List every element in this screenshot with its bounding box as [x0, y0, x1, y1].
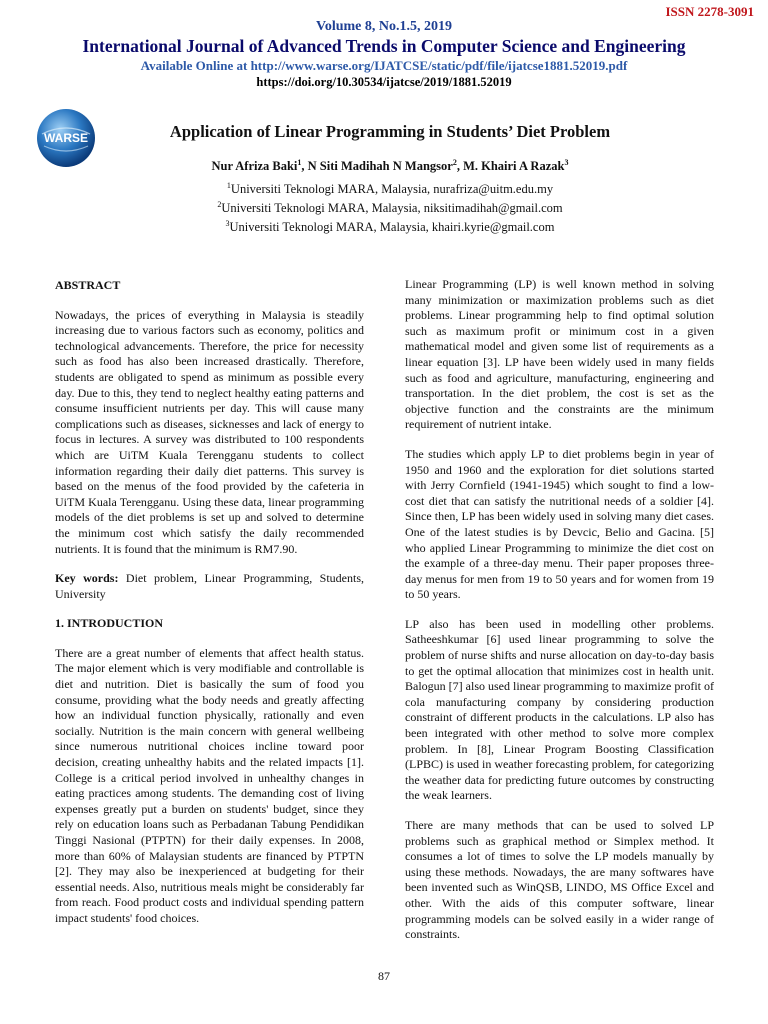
paper-title: Application of Linear Programming in Students’ Diet Problem: [169, 122, 611, 141]
volume-label: Volume 8, No.1.5, 2019: [316, 19, 452, 34]
doi-link[interactable]: https://doi.org/10.30534/ijatcse/2019/1881.52019: [256, 75, 512, 89]
author-name: Nur Afriza Baki: [211, 159, 298, 174]
keywords-text: Diet problem, Linear Programming, Students, University: [55, 571, 365, 601]
affiliation: $^1$Universiti Teknologi MARA, Malaysia, nurafriza@uitm.edu.my: [226, 181, 554, 197]
issn-label: ISSN 2278-3091: [665, 4, 754, 19]
journal-title: International Journal of Advanced Trends in Computer Science and Engineering: [82, 36, 686, 56]
left-column: [55, 276, 364, 941]
abstract-heading: ABSTRACT: [55, 278, 121, 292]
affiliation: $^3$Universiti Teknologi MARA, Malaysia, khairi.kyrie@gmail.com: [225, 219, 555, 235]
author-name: N Siti Madihah N Mangsor: [307, 159, 453, 174]
warse-logo: [36, 108, 96, 168]
body-paragraph: LP also has been used in modelling other problems. Satheeshkumar [6] used linear programming to solve the problem of nurse shifts and nurse allocation on day-to-day basis to get the optimal allocation that minimizes cost in health unit. Balogun [7] also used linear programming to maximize profit of cola manufacturing company by considering production constraint of different products in the calculations. LP also has been integrated with other method to solve more complex problem. In [8], Linear Program Boosting Classification (LPBC) is used in weather forecasting problem, for categorizing the weather data for predicting future outcomes by constructing the weak learners.: [405, 616, 714, 803]
intro-paragraph: There are a great number of elements that affect health status. The major element which is very modifiable and controllable is diet and nutrition. Diet is basically the sum of food you consume, providing what the body needs and greatly affecting how an individual function physically, rationally and even socially. Nutrition is the main concern with general wellbeing since numerous nutritional choices incline toward poor decision, creating unhealthy habits and the related impacts [1]. College is a critical period involved in unhealthy changes in eating practices among students. The demanding cost of living expenses greatly put a burden on students' budget, since they rely on education loans such as Perbadanan Tabung Pendidikan Tinggi Nasional (PTPTN) for their daily expenses. In 2008, more than 60% of Malaysian students are financed by PTPTN [2]. They may also be inexperienced at budgeting for their essential needs. Also, nutritious meals might be considerably far from reach. Food product costs and individual spending pattern impact students' food choices.: [55, 645, 364, 925]
affiliation-list: [110, 178, 670, 235]
keywords-label: Key words:: [55, 571, 119, 586]
page-number: 87: [378, 969, 390, 983]
body-paragraph: Linear Programming (LP) is well known method in solving many minimization or maximization problems such as diet problems. Linear programming help to find optimal solution such as maximum profit or minimum cost in a given mathematical model and given some list of requirements as a linear equation [3]. LP have been widely used in many fields such as food and agriculture, manufacturing, engineering and transportation. In the diet problem, the cost is set as the objective function and the constraints are the minimum requirement of nutrient intake.: [405, 277, 714, 432]
affiliation: $^2$Universiti Teknologi MARA, Malaysia, niksitimadihah@gmail.com: [217, 200, 563, 216]
keywords: [55, 571, 364, 602]
author-name: M. Khairi A Razak: [463, 159, 565, 174]
abstract-text: Nowadays, the prices of everything in Malaysia is steadily increasing due to various factors such as economy, politics and technological advancements. Therefore, the price for necessity such as food has also been increased drastically. Therefore, students are obligated to spend as minimum as possible every day. Due to this, they tend to neglect healthy eating patterns and consume insufficient nutrients per day. This will cause many complications such as diseases, sicknesses and lack of energy to focus in lectures. A survey was distributed to 100 respondents which are UiTM Kuala Terengganu students to collect information regarding their daily diet patterns. This survey is based on the menus of the food provided by the cafeteria in UiTM Kuala Terengganu. Using these data, linear programming models of the diet problems is set up and solved to determine the minimum cost which satisfy the daily recommended nutrients. It is found that the minimum is RM7.90.: [55, 307, 364, 556]
available-online-link[interactable]: Available Online at http://www.warse.org/IJATCSE/static/pdf/file/ijatcse1881.52019.pdf: [140, 58, 628, 73]
right-column: [405, 277, 714, 957]
introduction-heading: 1. INTRODUCTION: [55, 616, 164, 631]
body-paragraph: There are many methods that can be used to solved LP problems such as graphical method or Simplex method. It consumes a lot of times to solve the LP models manually by using these methods. Nowadays, the are many softwares have been invented such as WinQSB, LINDO, MS Office Excel and other. With the aids of this computer software, linear programming models can be solved easily in a wider range of constraints.: [405, 818, 714, 942]
warse-logo-text: WARSE: [43, 131, 89, 145]
author-list: Nur Afriza Baki$^1$, N Siti Madihah N Mangsor$^2$, M. Khairi A Razak$^3$: [211, 158, 569, 174]
body-paragraph: The studies which apply LP to diet problems begin in year of 1950 and 1960 and the exploration for diet solutions started with Jerry Cornfield (1941-1945) which sought to find a low-cost diet that can satisfy the nutritional needs of a soldier [4]. Since then, LP has been widely used in solving many diet cases. One of the latest studies is by Devcic, Belio and Gacina. [5] who applied Linear Programming to minimize the diet cost on the example of a three-day menu. Their paper proposes three-day menus for men from 19 to 50 years and for women from 19 to 50 years.: [405, 446, 714, 602]
